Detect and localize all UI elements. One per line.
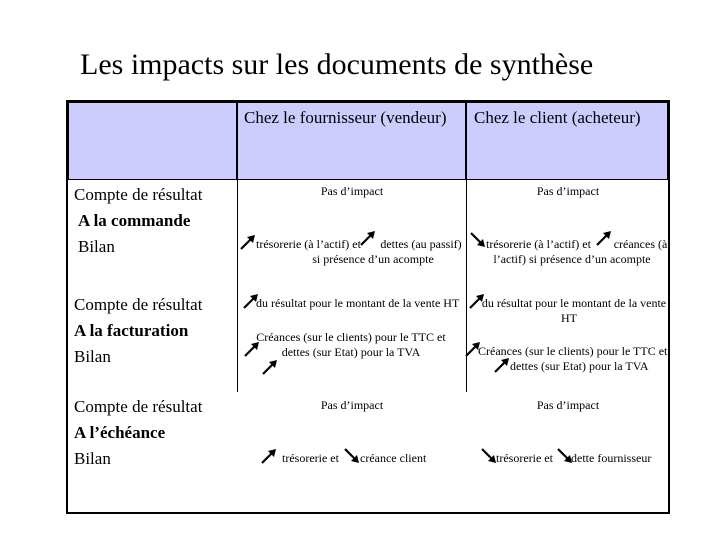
row-label-event: A la commande xyxy=(78,211,191,230)
arrow-up-right-icon xyxy=(260,447,278,465)
client-result-cell: du résultat pour le montant de la vente HT xyxy=(481,296,667,325)
row-label-facturation xyxy=(74,292,202,370)
column-separator xyxy=(237,180,238,392)
row-label-balance: Bilan xyxy=(74,449,111,468)
row-label-echeance xyxy=(74,394,202,472)
header-supplier-label: Chez le fournisseur (vendeur) xyxy=(244,108,447,127)
supplier-balance-text-a: trésorerie et xyxy=(282,451,339,465)
row-label-commande xyxy=(74,182,202,260)
supplier-result-cell: Pas d’impact xyxy=(320,184,384,198)
client-balance-text-a: Créances (sur le clients) pour le TTC et xyxy=(478,344,668,358)
supplier-result-cell: Pas d’impact xyxy=(320,398,384,412)
supplier-result-cell: du résultat pour le montant de la vente HT xyxy=(256,296,460,310)
client-balance-text-a: trésorerie et xyxy=(496,451,553,465)
row-label-result: Compte de résultat xyxy=(74,397,203,416)
client-balance-text-a: trésorerie (à l’actif) et xyxy=(486,237,591,251)
row-label-result: Compte de résultat xyxy=(74,185,203,204)
client-result-cell: Pas d’impact xyxy=(536,184,600,198)
supplier-balance-text-a: trésorerie (à l’actif) et xyxy=(256,237,361,251)
arrow-down-right-icon xyxy=(343,447,361,465)
arrow-up-right-icon xyxy=(261,358,279,376)
header-client-label: Chez le client (acheteur) xyxy=(474,108,641,127)
row-label-balance: Bilan xyxy=(78,237,115,256)
page-title: Les impacts sur les documents de synthèse xyxy=(80,48,594,81)
arrow-up-right-icon xyxy=(239,233,257,251)
arrow-up-right-icon xyxy=(493,356,511,374)
row-label-result: Compte de résultat xyxy=(74,295,203,314)
column-separator xyxy=(466,180,467,392)
client-balance-text-b: créances (à l’actif) si présence d’un acompte xyxy=(493,237,668,266)
client-balance-text-b: dettes (sur Etat) pour la TVA xyxy=(510,359,649,373)
supplier-balance-text-b: créance client xyxy=(360,451,427,465)
header-corner-cell xyxy=(68,102,237,180)
row-label-event: A la facturation xyxy=(74,321,189,340)
client-balance-text-b: dette fournisseur xyxy=(571,451,652,465)
supplier-balance-cell: Créances (sur le clients) pour le TTC et dettes (sur Etat) pour la TVA xyxy=(256,330,446,359)
supplier-balance-text-b: dettes (au passif) si présence d’un acompte xyxy=(312,237,462,266)
row-label-event: A l’échéance xyxy=(74,423,166,442)
client-result-cell: Pas d’impact xyxy=(536,398,600,412)
row-label-balance: Bilan xyxy=(74,347,111,366)
